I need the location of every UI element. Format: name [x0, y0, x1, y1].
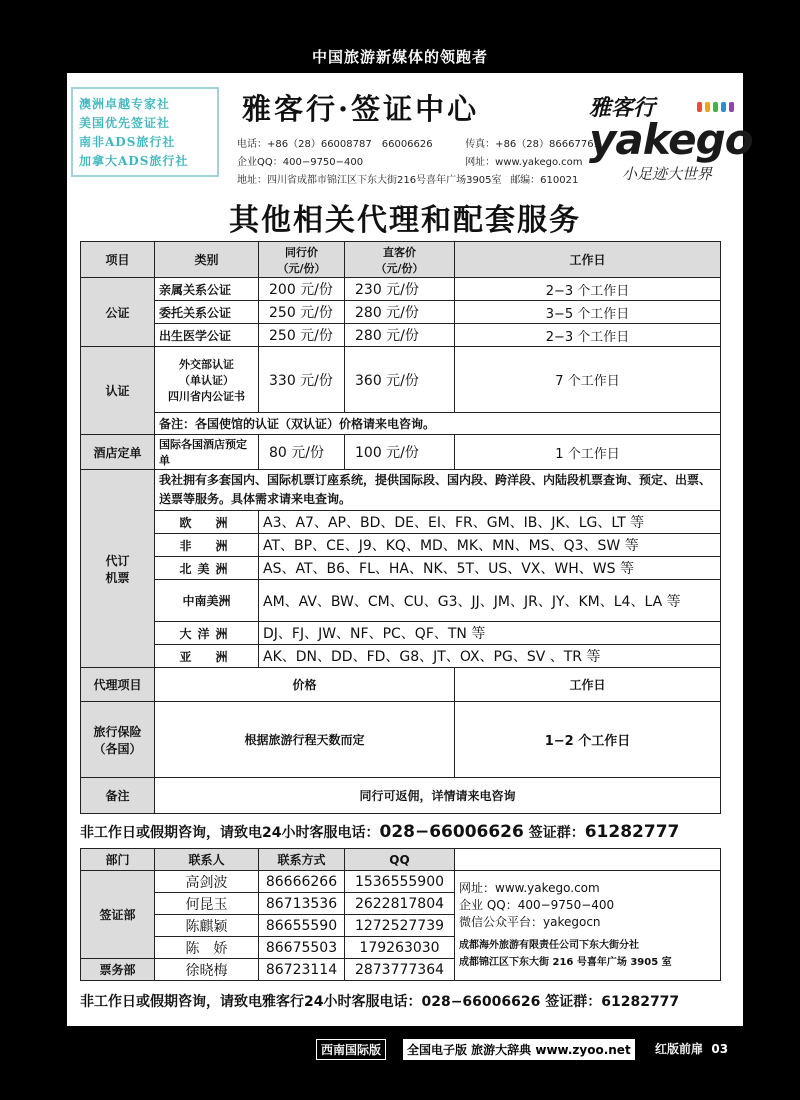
footer-publication: 西南国际版 [316, 1039, 386, 1060]
postcode-info: 邮编：610021 [510, 175, 579, 186]
page-title: 其他相关代理和配套服务 [229, 203, 581, 238]
contact-phone: 86655590 [259, 915, 345, 937]
workdays-cell: 7 个工作日 [455, 347, 721, 413]
consult-line-1 [80, 822, 720, 842]
contact-qq: 2873777364 [345, 959, 455, 981]
table-row [81, 278, 721, 301]
table-row [81, 301, 721, 324]
company-info [455, 871, 721, 981]
info-company: 成都海外旅游有限责任公司下东大街分社 [459, 940, 639, 951]
group-label: 签证群： [528, 825, 585, 841]
logo-chinese-text: 雅客行 [589, 96, 656, 121]
category-line: （单认证） [179, 373, 234, 387]
website-info: 网址：www.yakego.com [465, 157, 583, 168]
info-address: 成都锦江区下东大街 216 号喜年广场 3905 室 [459, 957, 672, 968]
contact-name: 陈麒颖 [155, 915, 259, 937]
table-row [81, 778, 721, 814]
remark-label: 备注 [81, 778, 155, 814]
contact-qq: 1272527739 [345, 915, 455, 937]
table-row [81, 702, 721, 778]
header-item: 项目 [81, 242, 155, 278]
visa-dept-label: 签证部 [81, 871, 155, 959]
airline-codes: A3、A7、AP、BD、DE、EI、FR、GM、IB、JK、LG、LT 等 [259, 511, 721, 534]
certification-label: 认证 [81, 347, 155, 435]
header-direct-price [345, 242, 455, 278]
header-person: 联系人 [155, 849, 259, 871]
info-web: 网址：www.yakego.com [459, 881, 600, 895]
phone-info: 电话：+86（28）66008787 66006626 [237, 139, 433, 150]
header-workdays: 工作日 [455, 242, 721, 278]
certification-note: 备注：各国使馆的认证（双认证）价格请来电咨询。 [155, 413, 721, 435]
category-line: 四川省内公证书 [168, 389, 245, 403]
contact-phone: 86666266 [259, 871, 345, 893]
peer-price-label: 同行价 [285, 245, 318, 259]
page-number: 03 [711, 1042, 729, 1056]
logo-color-dots-icon [697, 97, 737, 116]
peer-price-cell: 200 元/份 [259, 278, 345, 301]
workdays-cell: 2−3 个工作日 [455, 324, 721, 347]
direct-price-cell: 360 元/份 [345, 347, 455, 413]
tickets-intro: 我社拥有多套国内、国际机票订座系统，提供国际段、国内段、跨洋段、内陆段机票查询、预定、出票、送票等服务。具体需求请来电查询。 [155, 470, 721, 511]
table-row [81, 534, 721, 557]
agency-list [71, 87, 219, 177]
peer-price-cell: 330 元/份 [259, 347, 345, 413]
contact-name: 徐晓梅 [155, 959, 259, 981]
contact-phone-row [237, 135, 600, 150]
page-sheet [67, 73, 753, 1026]
agency-name: 加拿大ADS旅行社 [79, 154, 189, 168]
header-peer-price [259, 242, 345, 278]
services-table [80, 241, 721, 814]
tickets-label-line: 代订 [105, 553, 130, 568]
direct-price-unit: （元/份） [375, 261, 424, 275]
table-row [81, 871, 721, 893]
logo-slogan: 小足迹大世界 [622, 165, 713, 183]
contact-qq: 1536555900 [345, 871, 455, 893]
agency-name: 澳洲卓越专家社 [79, 97, 171, 111]
header-phone: 联系方式 [259, 849, 345, 871]
contact-name: 何昆玉 [155, 893, 259, 915]
insurance-days: 1−2 个工作日 [455, 702, 721, 778]
table-row [81, 324, 721, 347]
contact-name: 高剑波 [155, 871, 259, 893]
airline-codes: DJ、FJ、JW、NF、PC、QF、TN 等 [259, 622, 721, 645]
insurance-label [81, 702, 155, 778]
contact-address-row [237, 171, 578, 186]
contacts-header-row [81, 849, 721, 871]
contact-phone: 86675503 [259, 937, 345, 959]
consult-phone: 028−66006626 [379, 822, 524, 842]
consult-text: 非工作日或假期咨询，请致电24小时客服电话： [80, 825, 380, 841]
info-wechat: 微信公众平台：yakegocn [459, 915, 601, 929]
table-row [81, 413, 721, 435]
insurance-label-line: （各国） [93, 741, 142, 756]
direct-price-cell: 100 元/份 [345, 435, 455, 470]
table-row [81, 511, 721, 534]
address-info: 地址：四川省成都市锦江区下东大街216号喜年广场3905室 [237, 175, 502, 186]
tickets-label [81, 470, 155, 668]
contact-qq: 179263030 [345, 937, 455, 959]
table-row [81, 435, 721, 470]
insurance-label-line: 旅行保险 [93, 724, 142, 739]
fax-info: 传真：+86（28）86667761 [465, 139, 600, 150]
direct-price-label: 直客价 [383, 245, 416, 259]
remark-text: 同行可返佣，详情请来电咨询 [155, 778, 721, 814]
contact-qq-row [237, 153, 582, 168]
airline-codes: AM、AV、BW、CM、CU、G3、JJ、JM、JR、JY、KM、L4、LA 等 [259, 580, 721, 622]
contact-phone: 86713536 [259, 893, 345, 915]
peer-price-cell: 250 元/份 [259, 324, 345, 347]
insurance-price: 根据旅游行程天数而定 [155, 702, 455, 778]
tickets-label-line: 机票 [105, 570, 130, 585]
contact-phone: 86723114 [259, 959, 345, 981]
consult-line-2: 非工作日或假期咨询，请致电雅客行24小时客服电话：028−66006626 签证群：61282777 [80, 994, 680, 1010]
table-row [81, 668, 721, 702]
contact-name: 陈 娇 [155, 937, 259, 959]
table-row [81, 645, 721, 668]
category-cell: 亲属关系公证 [155, 278, 259, 301]
top-slogan: 中国旅游新媒体的领跑者 [311, 48, 488, 66]
direct-price-cell: 230 元/份 [345, 278, 455, 301]
ticket-dept-label: 票务部 [81, 959, 155, 981]
agency-name: 美国优先签证社 [79, 116, 171, 130]
table-header-row [81, 242, 721, 278]
table-row [81, 470, 721, 511]
header-qq: QQ [345, 849, 455, 871]
table-row [81, 622, 721, 645]
table-row [81, 347, 721, 413]
notary-label: 公证 [81, 278, 155, 347]
workdays-cell: 3−5 个工作日 [455, 301, 721, 324]
workdays-cell: 2−3 个工作日 [455, 278, 721, 301]
agency-name: 南非ADS旅行社 [79, 135, 176, 149]
group-number: 61282777 [584, 822, 680, 842]
region-name: 欧 洲 [155, 511, 259, 534]
category-cell [155, 347, 259, 413]
category-line: 外交部认证 [179, 357, 234, 371]
airline-codes: AK、DN、DD、FD、G8、JT、OX、PG、SV 、TR 等 [259, 645, 721, 668]
category-cell: 国际各国酒店预定单 [155, 435, 259, 470]
logo-english-text: yakego [589, 115, 753, 164]
category-cell: 委托关系公证 [155, 301, 259, 324]
footer-page [655, 1040, 728, 1057]
direct-price-cell: 280 元/份 [345, 324, 455, 347]
brand-title: 雅客行·签证中心 [242, 92, 480, 126]
region-name: 大洋洲 [155, 622, 259, 645]
peer-price-unit: （元/份） [277, 261, 326, 275]
footer-edition: 全国电子版 旅游大辞典 www.zyoo.net [403, 1039, 635, 1060]
direct-price-cell: 280 元/份 [345, 301, 455, 324]
agency-item-header: 代理项目 [81, 668, 155, 702]
region-name: 非 洲 [155, 534, 259, 557]
workdays-cell: 1 个工作日 [455, 435, 721, 470]
header-blank [455, 849, 721, 871]
region-name: 北美洲 [155, 557, 259, 580]
category-cell: 出生医学公证 [155, 324, 259, 347]
agency-days-header: 工作日 [455, 668, 721, 702]
airline-codes: AT、BP、CE、J9、KQ、MD、MK、MN、MS、Q3、SW 等 [259, 534, 721, 557]
contact-qq: 2622817804 [345, 893, 455, 915]
footer-section: 红版前扉 [655, 1042, 704, 1056]
region-name: 亚 洲 [155, 645, 259, 668]
airline-codes: AS、AT、B6、FL、HA、NK、5T、US、VX、WH、WS 等 [259, 557, 721, 580]
info-qq: 企业 QQ：400−9750−400 [459, 898, 615, 912]
footer-bar [0, 1037, 800, 1059]
peer-price-cell: 250 元/份 [259, 301, 345, 324]
header-category: 类别 [155, 242, 259, 278]
qq-info: 企业QQ：400−9750−400 [237, 157, 364, 168]
contacts-table [80, 848, 721, 981]
region-name: 中南美洲 [155, 580, 259, 622]
agency-price-header: 价格 [155, 668, 455, 702]
hotel-label: 酒店定单 [81, 435, 155, 470]
table-row [81, 580, 721, 622]
header-dept: 部门 [81, 849, 155, 871]
table-row [81, 557, 721, 580]
peer-price-cell: 80 元/份 [259, 435, 345, 470]
